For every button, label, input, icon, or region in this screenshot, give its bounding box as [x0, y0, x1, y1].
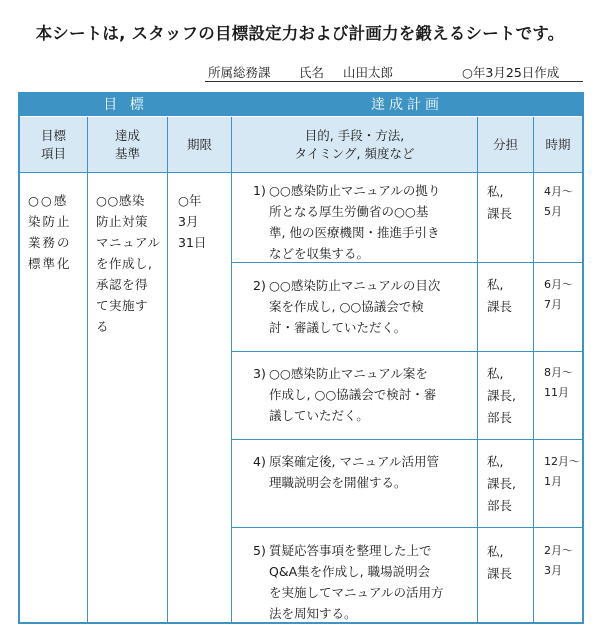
step-2-timing — [544, 275, 584, 315]
sheet-title: 本シートは, スタッフの目標設定力および計画力を鍛えるシートです。 — [35, 24, 565, 43]
step-number: 4) — [253, 454, 266, 469]
deadline-line: ○年 — [178, 193, 202, 208]
deadline-header-text: 期限 — [186, 136, 212, 152]
step-line: 案を作成し, ○○協議会で検 — [269, 299, 424, 314]
section-divider — [231, 94, 232, 622]
goal-item-header-line: 項目 — [40, 145, 66, 161]
deadline-cell — [178, 190, 228, 253]
goal-item-line: 標準化 — [28, 256, 72, 271]
deadline-line: 3月 — [178, 214, 199, 229]
timing-line: 7月 — [544, 298, 562, 311]
step-line: Q&A集を作成し, 職場説明会 — [269, 564, 431, 579]
criteria-header-line: 基準 — [114, 145, 140, 161]
step-number: 5) — [253, 543, 266, 558]
timing-line: 3月 — [544, 564, 562, 577]
criteria-line: ○○感染 — [96, 193, 145, 208]
step-line: ○○感染防止マニュアルの目次 — [269, 278, 441, 293]
step-line: を実施してマニュアルの活用方 — [269, 585, 444, 600]
header-bottom-line — [20, 172, 582, 173]
step-line: 理職説明会を開催する。 — [269, 475, 407, 490]
step-3-assignee — [487, 363, 537, 429]
deadline-line: 31日 — [178, 235, 207, 250]
purpose-header-line: タイミング, 頻度など — [294, 145, 415, 161]
step-line: ○○感染防止マニュアルの拠り — [269, 183, 441, 198]
step-2-assignee — [487, 274, 537, 318]
step-line: などを収集する。 — [269, 246, 370, 261]
criteria-header-line: 達成 — [114, 127, 140, 143]
criteria-cell — [96, 190, 164, 337]
assignee-line: 課長 — [487, 566, 513, 581]
assignee-line: 私, — [487, 366, 504, 381]
step-1-text — [253, 180, 478, 264]
step-line: 議していただく。 — [269, 408, 369, 423]
criteria-line: る — [96, 319, 110, 334]
step-row-divider — [232, 351, 582, 352]
step-4-assignee — [487, 451, 537, 517]
step-line: 準, 他の医療機関・推進手引き — [269, 225, 440, 240]
assignee-line: 私, — [487, 454, 504, 469]
creation-date: ○年3月25日作成 — [462, 65, 560, 80]
step-2-text — [253, 275, 478, 338]
step-3-timing — [544, 363, 584, 403]
goal-item-header — [20, 117, 87, 172]
step-number: 2) — [253, 278, 266, 293]
step-line: 討・審議していただく。 — [269, 320, 407, 335]
step-line: 作成し, ○○協議会で検討・審 — [269, 387, 437, 402]
criteria-line: 防止対策 — [96, 214, 149, 229]
assignee-header — [478, 117, 533, 172]
assignee-line: 課長 — [487, 299, 513, 314]
department-label: 所属総務課 — [208, 65, 271, 80]
assignee-header-text: 分担 — [492, 136, 518, 152]
assignee-line: 私, — [487, 277, 504, 292]
criteria-header — [88, 117, 167, 172]
assignee-line: 課長 — [487, 206, 513, 221]
criteria-line: て実施す — [96, 298, 149, 313]
assignee-line: 部長 — [487, 498, 513, 513]
step-1-assignee — [487, 181, 537, 225]
goal-item-line: 業務の — [28, 235, 72, 250]
step-line: 原案確定後, マニュアル活用管 — [269, 454, 439, 469]
timing-line: 1月 — [544, 475, 562, 488]
timing-line: 8月～ — [544, 366, 573, 379]
timing-line: 5月 — [544, 205, 562, 218]
step-3-text — [253, 363, 478, 426]
timing-header — [534, 117, 582, 172]
timing-line: 4月～ — [544, 185, 573, 198]
plan-section-header: 達成計画 — [232, 94, 582, 117]
step-line: ○○感染防止マニュアル案を — [269, 366, 428, 381]
step-5-assignee — [487, 541, 537, 585]
header-band-divider — [20, 116, 582, 117]
goal-item-cell — [28, 190, 83, 274]
step-line: 所となる厚生労働省の○○基 — [269, 204, 429, 219]
step-4-text — [253, 451, 478, 493]
timing-line: 6月～ — [544, 278, 573, 291]
step-row-divider — [232, 439, 582, 440]
step-row-divider — [232, 527, 582, 528]
criteria-line: を作成し, — [96, 256, 153, 271]
step-number: 3) — [253, 366, 266, 381]
author-info-line — [205, 60, 583, 82]
timing-header-text: 時期 — [545, 136, 571, 152]
assignee-line: 部長 — [487, 410, 513, 425]
assignee-line: 課長, — [487, 388, 516, 403]
step-number: 1) — [253, 183, 266, 198]
criteria-line: マニュアル — [96, 235, 161, 250]
purpose-header-line: 目的, 手段・方法, — [304, 127, 405, 143]
step-line: 質疑応答事項を整理した上で — [269, 543, 432, 558]
assignee-line: 私, — [487, 184, 504, 199]
author-name: 山田太郎 — [343, 65, 394, 80]
timing-line: 12月～ — [544, 455, 580, 468]
assignee-line: 私, — [487, 544, 504, 559]
name-label: 氏名 — [299, 65, 325, 80]
step-5-timing — [544, 541, 584, 581]
goal-item-line: 染防止 — [28, 214, 72, 229]
timing-line: 2月～ — [544, 544, 573, 557]
step-5-text — [253, 540, 478, 624]
column-divider — [167, 117, 168, 622]
step-4-timing — [544, 452, 584, 492]
column-divider — [87, 117, 88, 622]
goal-section-header: 目 標 — [20, 94, 231, 117]
goal-item-header-line: 目標 — [40, 127, 66, 143]
timing-line: 11月 — [544, 386, 569, 399]
goal-plan-table — [18, 92, 584, 624]
deadline-header — [168, 117, 231, 172]
step-line: 法を周知する。 — [269, 606, 357, 621]
purpose-header — [232, 117, 477, 172]
goal-item-line: ○○感 — [28, 193, 69, 208]
step-1-timing — [544, 182, 584, 222]
assignee-line: 課長, — [487, 476, 516, 491]
criteria-line: 承認を得 — [96, 277, 149, 292]
